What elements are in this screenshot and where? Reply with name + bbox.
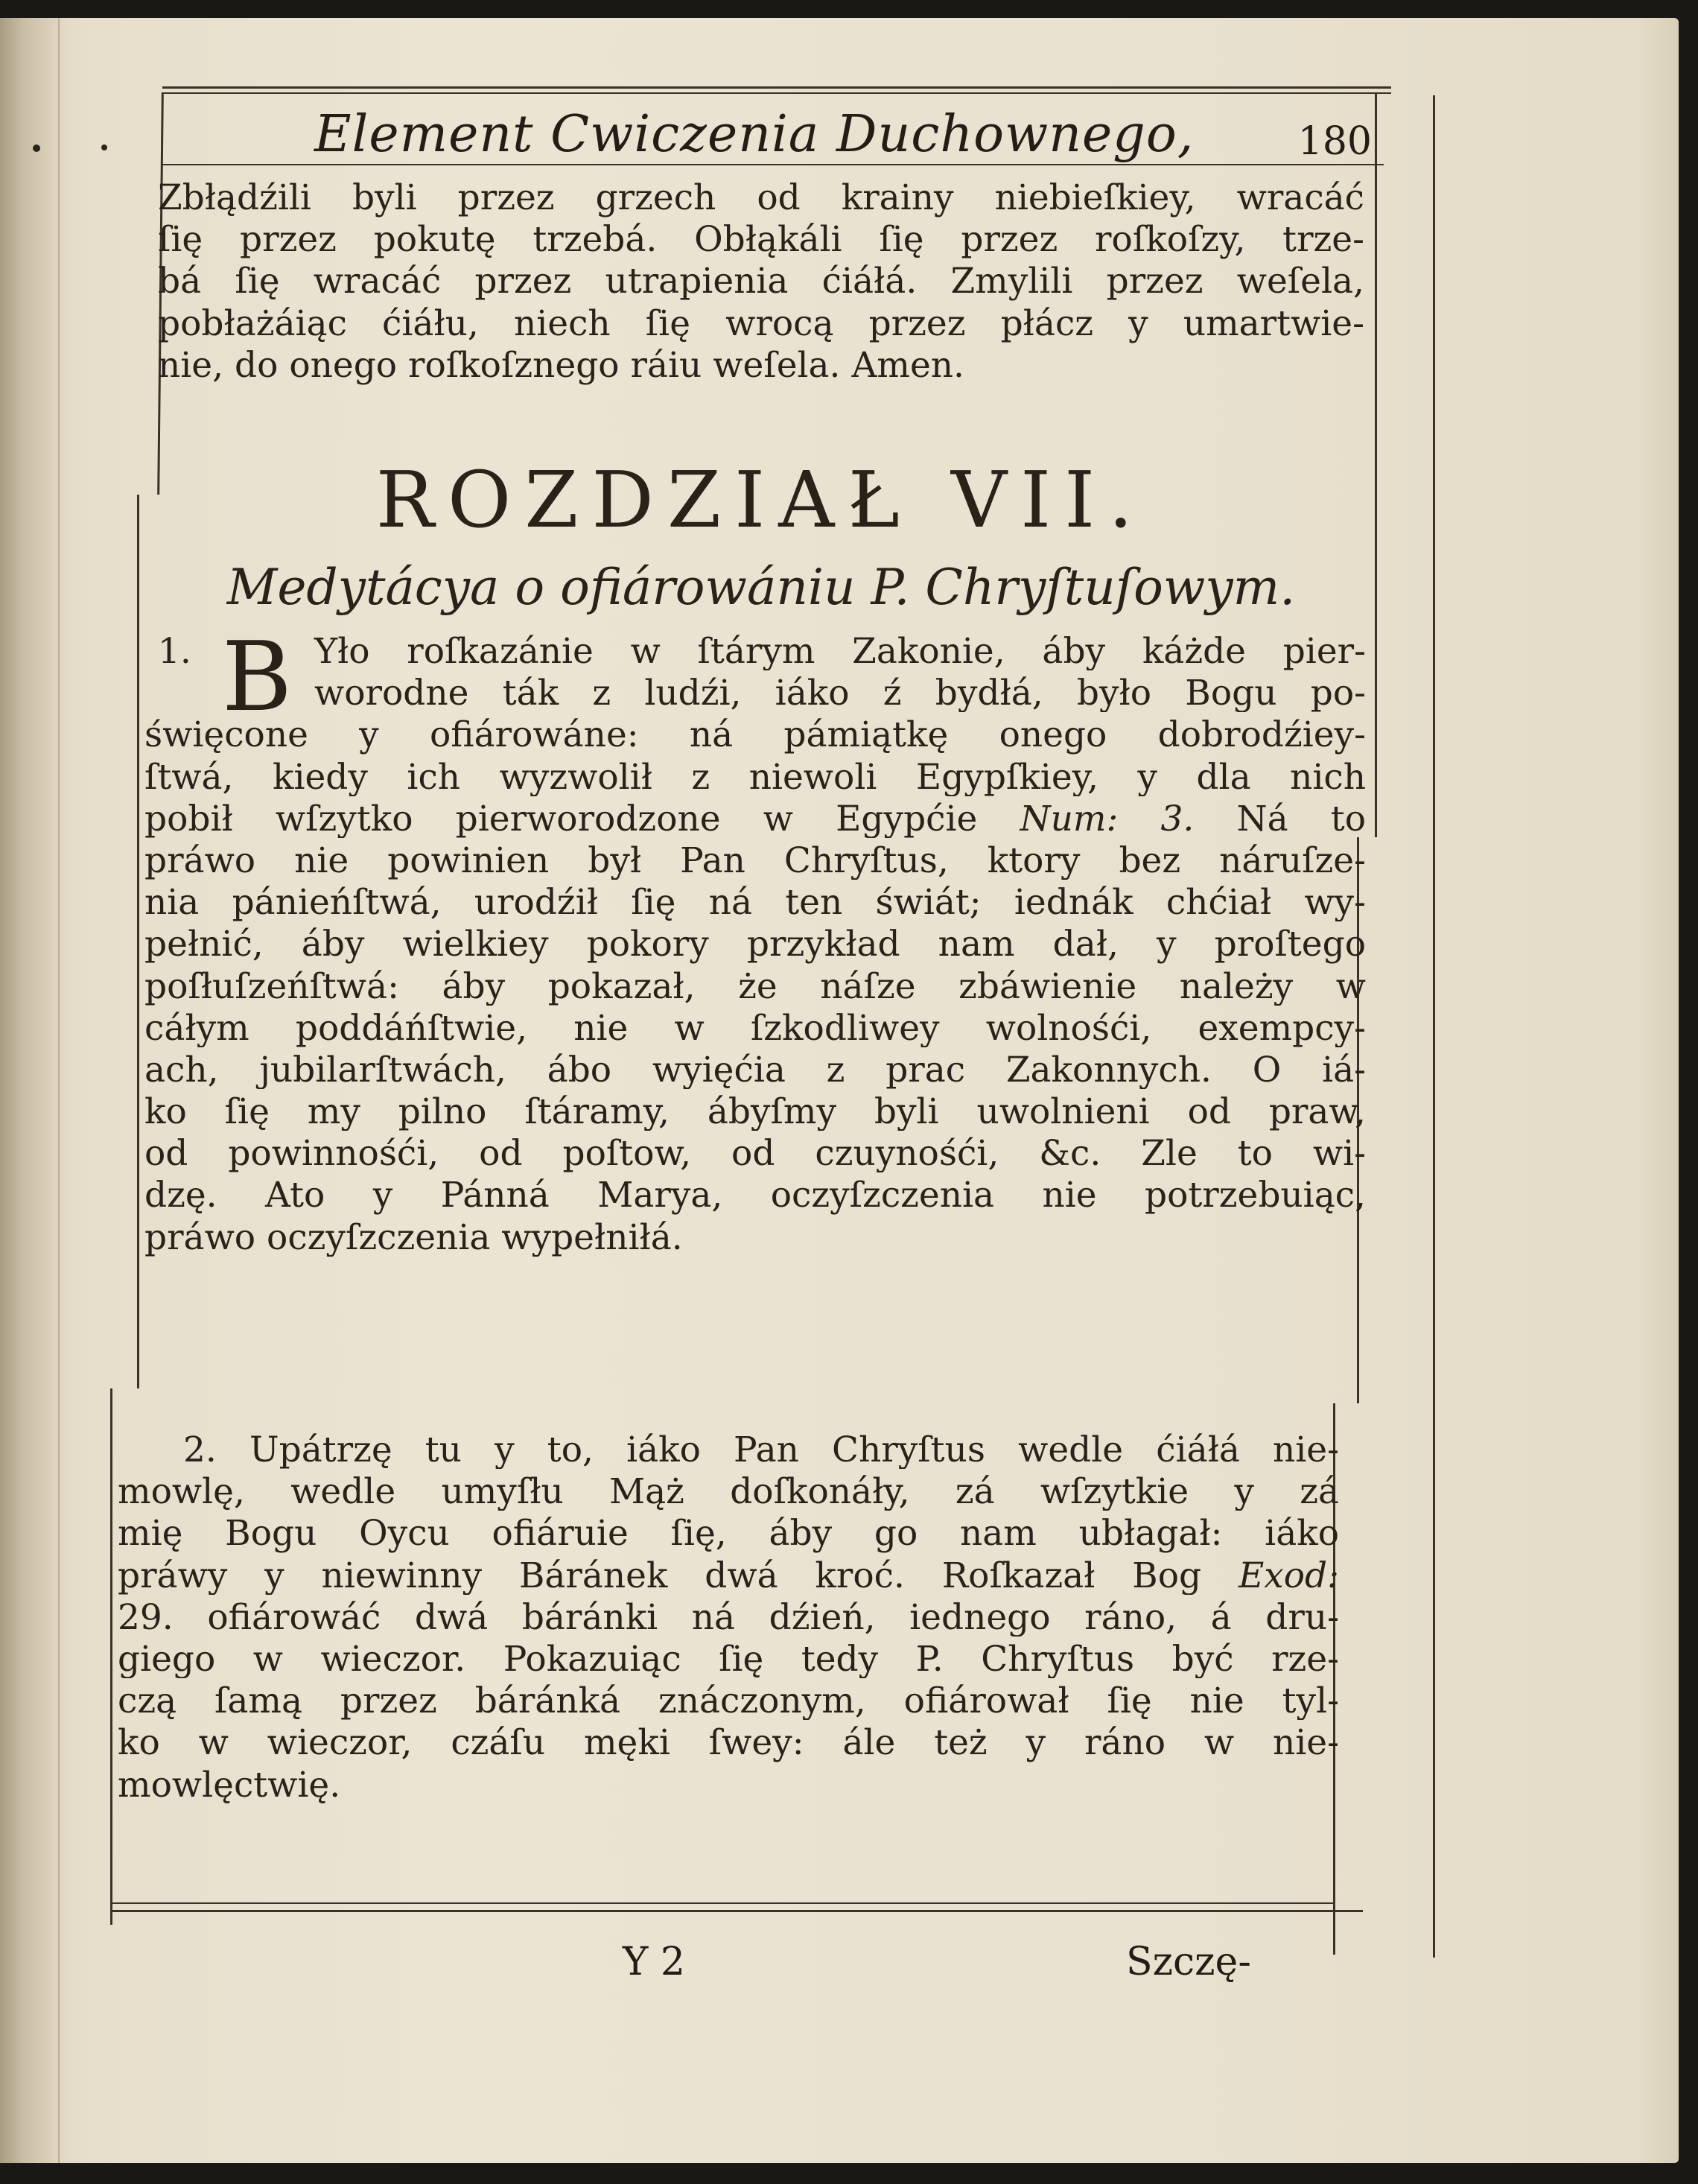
text-line: nie, do onego roſkoſznego ráiu weſela. Amen. — [158, 344, 964, 386]
left-rule-middle — [137, 495, 139, 1388]
paragraph-2 — [118, 1427, 1339, 1804]
text-line: Yło roſkazánie w ſtárym Zakonie, áby káżde pier- — [314, 631, 1366, 671]
text-line: święcone y ofiárowáne: ná pámiątkę onego dobrodźiey- — [144, 714, 1366, 755]
text-line: mowlę, wedle umyſłu Mąż doſkonáły, zá wſzytkie y zá — [118, 1471, 1339, 1511]
gutter-fold — [58, 18, 60, 2163]
book-page — [0, 18, 1679, 2163]
chapter-heading: ROZDZIAŁ VII. — [375, 454, 1147, 545]
signature-mark: Y 2 — [623, 1940, 685, 1984]
paragraph-number: 1. — [158, 631, 191, 672]
text-line — [144, 796, 1366, 838]
running-header — [165, 92, 1372, 164]
text-line: pełnić, áby wielkiey pokory przykład nam dał, y proſtego — [144, 924, 1366, 964]
ink-speck — [33, 145, 40, 152]
left-rule-lower — [110, 1388, 112, 1925]
running-title: Element Cwiczenia Duchownego, — [314, 105, 1195, 164]
paragraph-number: 2. — [183, 1429, 217, 1470]
scripture-reference: Num: 3. — [1020, 798, 1195, 838]
bottom-rule-outer — [112, 1910, 1363, 1912]
text-line: dzę. Ato y Pánná Marya, oczyſzczenia nie potrzebuiąc, — [144, 1175, 1366, 1215]
intro-paragraph — [158, 177, 1364, 387]
top-rule — [162, 86, 1391, 89]
text-line: czą ſamą przez báránká znáczonym, ofiárował ſię nie tyl- — [118, 1680, 1339, 1721]
text-line: giego w wieczor. Pokazuiąc ſię tedy P. Chryſtus być rze- — [118, 1638, 1339, 1679]
text-line-part: Upátrzę tu y to, iáko Pan Chryſtus wedle ćiáłá nie- — [249, 1429, 1339, 1470]
text-line — [118, 1553, 1339, 1595]
text-line: bá ſię wracáć przez utrapienia ćiáłá. Zmylili przez weſela, — [158, 261, 1364, 302]
outer-right-rule — [1433, 95, 1435, 1958]
ink-speck — [101, 145, 107, 150]
text-line-part: Ná to — [1236, 798, 1366, 838]
text-line: pobłażáiąc ćiáłu, niech ſię wrocą przez płácz y umartwie- — [158, 302, 1364, 344]
text-line: ko ſię my pilno ſtáramy, ábyſmy byli uwolnieni od praw, — [144, 1091, 1366, 1131]
right-rule-upper — [1375, 92, 1377, 837]
text-line: mowlęctwię. — [118, 1764, 341, 1804]
text-line: ko w wieczor, czáſu męki ſwey: ále też y ráno w nie- — [118, 1722, 1339, 1762]
page-number: 180 — [1297, 119, 1372, 164]
text-line: poſłuſzeńſtwá: áby pokazał, że náſze zbáwienie należy w — [144, 965, 1366, 1006]
page-footer — [0, 1940, 1679, 1999]
paragraph-1 — [144, 622, 1366, 1257]
bottom-rule — [112, 1902, 1333, 1904]
text-line-part: práwy y niewinny Báránek dwá kroć. Roſkazał Bog — [118, 1555, 1202, 1595]
text-line: ſię przez pokutę trzebá. Obłąkáli ſię przez roſkoſzy, trze- — [158, 219, 1364, 261]
page-gutter — [0, 18, 64, 2163]
header-rule — [162, 164, 1384, 165]
text-line: 29. ofiárowáć dwá báránki ná dźień, iednego ráno, á dru- — [118, 1596, 1339, 1637]
scripture-reference: Exod: — [1238, 1555, 1339, 1595]
text-line: Zbłądźili byli przez grzech od krainy niebieſkiey, wracáć — [158, 177, 1364, 218]
text-line: práwo oczyſzczenia wypełniłá. — [144, 1216, 683, 1257]
text-line — [118, 1427, 1339, 1469]
text-line: práwo nie powinien był Pan Chryſtus, ktory bez náruſze- — [144, 839, 1366, 880]
text-line-part: pobił wſzytko pierworodzone w Egypćie — [144, 798, 978, 838]
text-line: cáłym poddáńſtwie, nie w ſzkodliwey wolnośći, exempcy- — [144, 1007, 1366, 1047]
chapter-subtitle: Medytácya o ofiárowániu P. Chryſtuſowym. — [226, 559, 1296, 616]
catchword: Szczę- — [1126, 1940, 1251, 1984]
text-line: ach, jubilarſtwách, ábo wyięćia z prac Zakonnych. O iá- — [144, 1049, 1366, 1090]
text-line: mię Bogu Oycu ofiáruie ſię, áby go nam ubłagał: iáko — [118, 1513, 1339, 1553]
text-line: od powinnośći, od poſtow, od czuynośći, &c. Zle to wi- — [144, 1133, 1366, 1173]
text-line: ſtwá, kiedy ich wyzwolił z niewoli Egypſkiey, y dla nich — [144, 756, 1366, 796]
drop-capital: B — [222, 622, 293, 733]
text-line: worodne ták z ludźi, iáko ź bydłá, było Bogu po- — [314, 673, 1366, 713]
text-line: nia pánieńſtwá, urodźił ſię ná ten świát; iednák chćiał wy- — [144, 882, 1366, 922]
